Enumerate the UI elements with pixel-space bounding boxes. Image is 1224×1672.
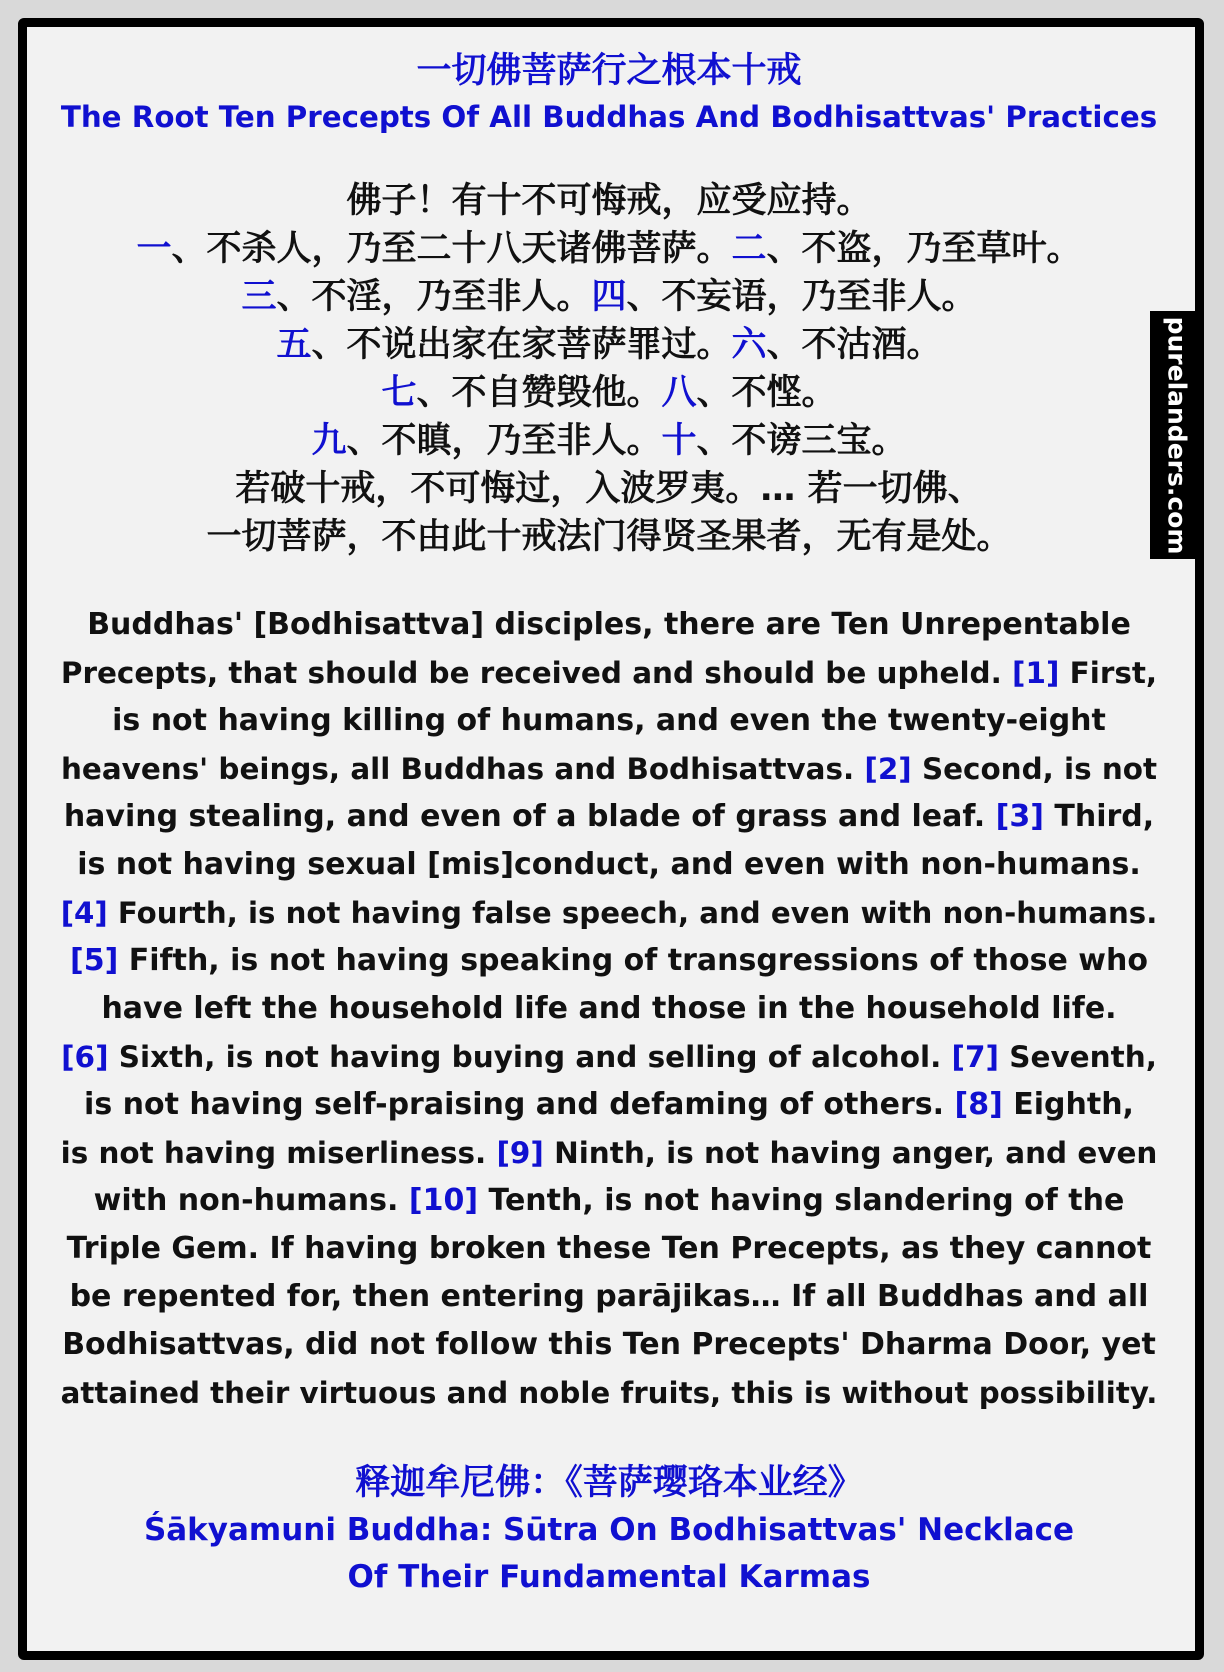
chinese-text: 、不沽酒。 bbox=[766, 325, 942, 365]
chinese-line bbox=[55, 513, 1163, 561]
precept-reference: [9] bbox=[496, 1136, 544, 1170]
english-text: is not having sexual [mis]conduct, and even with non-humans. bbox=[77, 847, 1141, 882]
precept-reference: [1] bbox=[1012, 656, 1060, 690]
english-line bbox=[55, 1369, 1163, 1417]
precept-reference: [3] bbox=[995, 799, 1044, 834]
chinese-text: 、不自赞毁他。 bbox=[416, 373, 662, 413]
precept-reference: [7] bbox=[951, 1040, 999, 1074]
english-text: First, bbox=[1059, 656, 1158, 690]
precept-number-zh: 一 bbox=[136, 229, 172, 269]
source-english-line2: Of Their Fundamental Karmas bbox=[347, 1559, 871, 1595]
precept-reference: [2] bbox=[864, 752, 912, 786]
precept-number-zh: 七 bbox=[381, 373, 417, 413]
chinese-text: 、不谤三宝。 bbox=[696, 421, 907, 461]
english-text: attained their virtuous and noble fruits, this is without possibility. bbox=[60, 1376, 1158, 1410]
side-tab bbox=[1150, 311, 1204, 559]
english-text: Fifth, is not having speaking of transgressions of those who bbox=[118, 943, 1148, 978]
english-text: Buddhas' [Bodhisattva] disciples, there are Ten Unrepentable bbox=[87, 607, 1131, 642]
english-text: Ninth, is not having anger, and even bbox=[543, 1136, 1158, 1170]
precept-number-zh: 三 bbox=[241, 277, 277, 317]
source-english-line1: Śākyamuni Buddha: Sūtra On Bodhisattvas' Necklace bbox=[143, 1512, 1075, 1548]
english-text: Sixth, is not having buying and selling of alcohol. bbox=[108, 1040, 952, 1074]
english-text: with non-humans. bbox=[93, 1183, 409, 1218]
chinese-line bbox=[55, 369, 1163, 417]
english-line bbox=[55, 1129, 1163, 1177]
precept-reference: [10] bbox=[408, 1183, 479, 1218]
chinese-text: 、不瞋，乃至非人。 bbox=[346, 421, 662, 461]
english-text: having stealing, and even of a blade of grass and leaf. bbox=[63, 799, 996, 834]
chinese-passage bbox=[55, 177, 1163, 561]
precept-number-zh: 九 bbox=[311, 421, 347, 461]
precept-number-zh: 十 bbox=[661, 421, 697, 461]
english-text: Bodhisattvas, did not follow this Ten Precepts' Dharma Door, yet bbox=[62, 1327, 1156, 1362]
english-text: Tenth, is not having slandering of the bbox=[478, 1183, 1125, 1218]
english-line bbox=[55, 745, 1163, 793]
english-line bbox=[55, 1273, 1163, 1321]
precept-reference: [4] bbox=[60, 896, 108, 930]
chinese-line bbox=[55, 417, 1163, 465]
english-text: Third, bbox=[1043, 799, 1155, 834]
chinese-text: 、不妄语，乃至非人。 bbox=[626, 277, 977, 317]
chinese-text: 、不杀人，乃至二十八天诸佛菩萨。 bbox=[171, 229, 732, 269]
precept-reference: [5] bbox=[70, 943, 119, 978]
english-line bbox=[55, 985, 1163, 1033]
english-text: is not having miserliness. bbox=[60, 1136, 497, 1170]
precept-number-zh: 六 bbox=[731, 325, 767, 365]
english-text: Precepts, that should be received and should be upheld. bbox=[60, 656, 1013, 690]
english-text: Fourth, is not having false speech, and even with non-humans. bbox=[107, 896, 1158, 930]
chinese-line bbox=[55, 321, 1163, 369]
english-text: have left the household life and those in the household life. bbox=[101, 991, 1117, 1026]
english-line bbox=[55, 793, 1163, 841]
chinese-text: 一切菩萨，不由此十戒法门得贤圣果者，无有是处。 bbox=[206, 517, 1012, 557]
english-text: Triple Gem. If having broken these Ten Precepts, as they cannot bbox=[66, 1231, 1152, 1266]
english-line bbox=[55, 1081, 1163, 1129]
chinese-text: 、不盗，乃至草叶。 bbox=[766, 229, 1082, 269]
english-line bbox=[55, 1321, 1163, 1369]
english-text: heavens' beings, all Buddhas and Bodhisattvas. bbox=[60, 752, 865, 786]
english-line bbox=[55, 841, 1163, 889]
english-line bbox=[55, 1033, 1163, 1081]
title-english: The Root Ten Precepts Of All Buddhas And Bodhisattvas' Practices bbox=[60, 100, 1158, 134]
english-line bbox=[55, 1225, 1163, 1273]
chinese-line bbox=[55, 225, 1163, 273]
chinese-text: 、不悭。 bbox=[696, 373, 837, 413]
precepts-card bbox=[18, 18, 1204, 1660]
english-line bbox=[55, 601, 1163, 649]
english-text: be repented for, then entering parājikas… If all Buddhas and all bbox=[69, 1279, 1149, 1314]
title-chinese: 一切佛菩萨行之根本十戒 bbox=[416, 51, 802, 91]
chinese-text: 、不淫，乃至非人。 bbox=[276, 277, 592, 317]
english-text: is not having self-praising and defaming of others. bbox=[84, 1087, 955, 1122]
precept-reference: [8] bbox=[954, 1087, 1003, 1122]
card-content bbox=[55, 47, 1163, 1601]
english-line bbox=[55, 697, 1163, 745]
english-passage bbox=[55, 601, 1163, 1417]
precept-reference: [6] bbox=[61, 1040, 109, 1074]
english-line bbox=[55, 889, 1163, 937]
english-text: Second, is not bbox=[911, 752, 1157, 786]
english-text: is not having killing of humans, and even the twenty-eight bbox=[112, 703, 1106, 738]
chinese-text: 佛子！有十不可悔戒，应受应持。 bbox=[346, 181, 872, 221]
english-text: Seventh, bbox=[999, 1040, 1157, 1074]
english-line bbox=[55, 937, 1163, 985]
english-line bbox=[55, 1177, 1163, 1225]
source-chinese: 释迦牟尼佛：《菩萨璎珞本业经》 bbox=[355, 1463, 863, 1503]
chinese-text: 若破十戒，不可悔过，入波罗夷。… 若一切佛、 bbox=[235, 469, 983, 509]
chinese-line bbox=[55, 177, 1163, 225]
precept-number-zh: 二 bbox=[731, 229, 767, 269]
chinese-text: 、不说出家在家菩萨罪过。 bbox=[311, 325, 732, 365]
english-text: Eighth, bbox=[1002, 1087, 1134, 1122]
english-line bbox=[55, 649, 1163, 697]
chinese-line bbox=[55, 465, 1163, 513]
chinese-line bbox=[55, 273, 1163, 321]
precept-number-zh: 八 bbox=[661, 373, 697, 413]
precept-number-zh: 四 bbox=[591, 277, 627, 317]
side-tab-label: purelanders.com bbox=[1162, 316, 1192, 554]
precept-number-zh: 五 bbox=[276, 325, 312, 365]
